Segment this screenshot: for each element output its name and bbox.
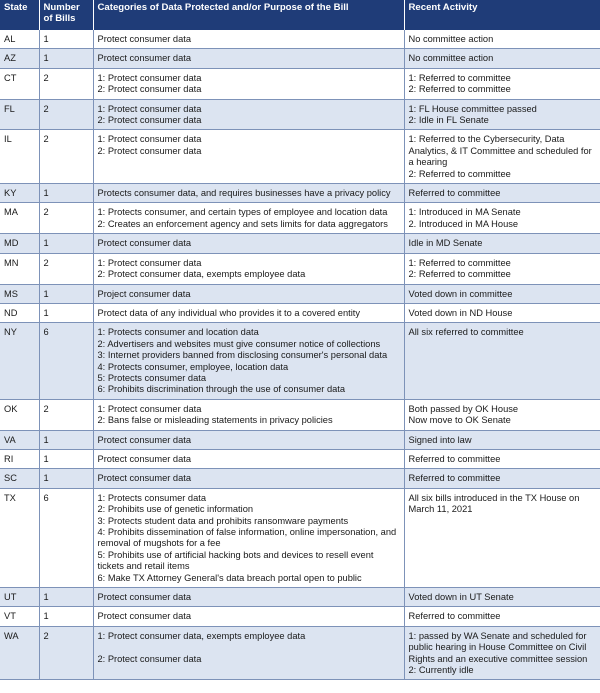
- activity-line: Referred to committee: [408, 453, 501, 464]
- cell-categories: [93, 284, 404, 303]
- category-line: Protects consumer data, and requires businesses have a privacy policy: [97, 188, 391, 199]
- cell-recent-activity: [404, 184, 600, 203]
- category-line: 5: Protects consumer data: [97, 372, 207, 383]
- category-line: 4: Protects consumer, employee, location data: [97, 361, 289, 372]
- table-row: [0, 588, 600, 607]
- category-line: Protect consumer data: [97, 611, 192, 622]
- cell-state: MN: [0, 253, 39, 284]
- activity-line: Signed into law: [408, 434, 472, 445]
- activity-line: All six referred to committee: [408, 327, 524, 338]
- table-row: [0, 203, 600, 234]
- cell-categories: [93, 488, 404, 587]
- cell-state: IL: [0, 130, 39, 184]
- activity-line: Voted down in ND House: [408, 307, 513, 318]
- cell-categories: [93, 607, 404, 626]
- header-recent-activity: Recent Activity: [404, 0, 600, 30]
- cell-categories: [93, 469, 404, 488]
- activity-line: No committee action: [408, 53, 494, 64]
- table-row: [0, 399, 600, 430]
- table-header-row: [0, 0, 600, 30]
- category-line: 2: Creates an enforcement agency and sets limits for data aggregators: [97, 218, 388, 229]
- cell-state: ND: [0, 303, 39, 322]
- category-line: 1: Protect consumer data, exempts employee data: [97, 630, 306, 641]
- cell-number-of-bills: 2: [39, 99, 93, 130]
- category-line: [98, 642, 400, 653]
- cell-state: AL: [0, 30, 39, 49]
- cell-number-of-bills: 1: [39, 284, 93, 303]
- cell-categories: [93, 449, 404, 468]
- category-line: Project consumer data: [97, 288, 191, 299]
- header-categories: Categories of Data Protected and/or Purpose of the Bill: [93, 0, 404, 30]
- table-row: [0, 49, 600, 68]
- category-line: Protect consumer data: [97, 53, 192, 64]
- cell-number-of-bills: 1: [39, 234, 93, 253]
- category-line: 2: Advertisers and websites must give consumer notice of collections: [97, 338, 381, 349]
- cell-number-of-bills: 1: [39, 607, 93, 626]
- cell-state: OK: [0, 399, 39, 430]
- cell-categories: [93, 49, 404, 68]
- table-row: [0, 430, 600, 449]
- cell-number-of-bills: 2: [39, 130, 93, 184]
- table-row: [0, 303, 600, 322]
- activity-line: 1: FL House committee passed: [408, 103, 537, 114]
- cell-recent-activity: [404, 323, 600, 399]
- table-row: [0, 130, 600, 184]
- cell-recent-activity: [404, 430, 600, 449]
- cell-number-of-bills: 1: [39, 430, 93, 449]
- activity-line: Idle in MD Senate: [408, 238, 483, 249]
- activity-line: 2: Referred to committee: [408, 84, 511, 95]
- category-line: Protect consumer data: [97, 473, 192, 484]
- cell-categories: [93, 626, 404, 680]
- table-row: [0, 488, 600, 587]
- cell-state: CT: [0, 68, 39, 99]
- cell-number-of-bills: 1: [39, 449, 93, 468]
- cell-recent-activity: [404, 253, 600, 284]
- category-line: 2: Protect consumer data: [97, 84, 202, 95]
- table-row: [0, 184, 600, 203]
- category-line: 3: Internet providers banned from disclosing consumer's personal data: [97, 350, 388, 361]
- table-row: [0, 68, 600, 99]
- category-line: 1: Protects consumer, and certain types of employee and location data: [97, 207, 388, 218]
- cell-state: MS: [0, 284, 39, 303]
- header-number-of-bills: Number of Bills: [39, 0, 93, 30]
- cell-recent-activity: [404, 449, 600, 468]
- cell-recent-activity: [404, 399, 600, 430]
- cell-categories: [93, 130, 404, 184]
- activity-line: 1: passed by WA Senate and scheduled for public hearing in House Committee on Civil Rights and an executive committee session: [408, 630, 588, 664]
- activity-line: Both passed by OK House: [408, 403, 519, 414]
- table-row: [0, 253, 600, 284]
- table-row: [0, 284, 600, 303]
- cell-categories: [93, 303, 404, 322]
- cell-number-of-bills: 6: [39, 488, 93, 587]
- cell-state: KY: [0, 184, 39, 203]
- activity-line: 2: Referred to committee: [408, 269, 511, 280]
- category-line: 1: Protect consumer data: [97, 134, 202, 145]
- table-row: [0, 607, 600, 626]
- cell-number-of-bills: 1: [39, 588, 93, 607]
- category-line: 1: Protect consumer data: [97, 403, 202, 414]
- header-state: State: [0, 0, 39, 30]
- table-row: [0, 234, 600, 253]
- category-line: 2: Protect consumer data: [97, 653, 202, 664]
- category-line: 2: Protect consumer data, exempts employee data: [97, 269, 306, 280]
- activity-line: Now move to OK Senate: [408, 415, 511, 426]
- cell-categories: [93, 203, 404, 234]
- activity-line: Referred to committee: [408, 188, 501, 199]
- cell-state: UT: [0, 588, 39, 607]
- category-line: Protect consumer data: [97, 238, 192, 249]
- cell-categories: [93, 588, 404, 607]
- table-row: [0, 449, 600, 468]
- cell-number-of-bills: 1: [39, 184, 93, 203]
- cell-state: WA: [0, 626, 39, 680]
- cell-recent-activity: [404, 203, 600, 234]
- activity-line: Voted down in UT Senate: [408, 592, 514, 603]
- category-line: 4: Prohibits dissemination of false information, online impersonation, and removal of mugshots for a fee: [97, 527, 397, 549]
- activity-line: 2: Currently idle: [408, 665, 474, 676]
- cell-categories: [93, 30, 404, 49]
- cell-categories: [93, 99, 404, 130]
- cell-categories: [93, 184, 404, 203]
- table-body: [0, 30, 600, 680]
- cell-recent-activity: [404, 68, 600, 99]
- activity-line: Voted down in committee: [408, 288, 513, 299]
- table-row: [0, 30, 600, 49]
- category-line: 5: Prohibits use of artificial hacking bots and devices to resell event tickets and retail items: [97, 549, 374, 572]
- category-line: Protect consumer data: [97, 34, 192, 44]
- cell-state: MD: [0, 234, 39, 253]
- cell-state: AZ: [0, 49, 39, 68]
- cell-number-of-bills: 2: [39, 626, 93, 680]
- category-line: Protect data of any individual who provides it to a covered entity: [97, 307, 361, 318]
- activity-line: 1: Referred to committee: [408, 257, 511, 268]
- cell-recent-activity: [404, 588, 600, 607]
- cell-recent-activity: [404, 469, 600, 488]
- activity-line: 1: Referred to committee: [408, 72, 511, 83]
- activity-line: No committee action: [408, 34, 494, 44]
- cell-state: RI: [0, 449, 39, 468]
- activity-line: 2: Idle in FL Senate: [408, 115, 489, 126]
- cell-number-of-bills: 1: [39, 49, 93, 68]
- cell-recent-activity: [404, 234, 600, 253]
- cell-state: TX: [0, 488, 39, 587]
- activity-line: 1: Referred to the Cybersecurity, Data Analytics, & IT Committee and scheduled for a hearing: [408, 134, 592, 168]
- category-line: 1: Protects consumer data: [97, 492, 207, 503]
- cell-categories: [93, 253, 404, 284]
- cell-number-of-bills: 6: [39, 323, 93, 399]
- category-line: 1: Protects consumer and location data: [97, 327, 259, 338]
- cell-number-of-bills: 2: [39, 68, 93, 99]
- category-line: 1: Protect consumer data: [97, 257, 202, 268]
- cell-state: MA: [0, 203, 39, 234]
- category-line: 6: Prohibits discrimination through the use of consumer data: [97, 384, 346, 395]
- activity-line: 1: Introduced in MA Senate: [408, 207, 521, 218]
- activity-line: 2. Introduced in MA House: [408, 218, 519, 229]
- cell-state: VA: [0, 430, 39, 449]
- category-line: Protect consumer data: [97, 592, 192, 603]
- cell-number-of-bills: 1: [39, 30, 93, 49]
- cell-categories: [93, 323, 404, 399]
- activity-line: Referred to committee: [408, 611, 501, 622]
- cell-categories: [93, 430, 404, 449]
- cell-recent-activity: [404, 130, 600, 184]
- cell-number-of-bills: 1: [39, 303, 93, 322]
- category-line: 2: Bans false or misleading statements in privacy policies: [97, 415, 333, 426]
- cell-number-of-bills: 2: [39, 253, 93, 284]
- category-line: Protect consumer data: [97, 453, 192, 464]
- category-line: 3: Protects student data and prohibits ransomware payments: [97, 515, 349, 526]
- cell-recent-activity: [404, 607, 600, 626]
- cell-categories: [93, 399, 404, 430]
- cell-state: SC: [0, 469, 39, 488]
- activity-line: All six bills introduced in the TX House on March 11, 2021: [408, 492, 580, 515]
- activity-line: 2: Referred to committee: [408, 168, 511, 179]
- cell-recent-activity: [404, 303, 600, 322]
- table-row: [0, 626, 600, 680]
- cell-recent-activity: [404, 488, 600, 587]
- category-line: Protect consumer data: [97, 434, 192, 445]
- cell-recent-activity: [404, 99, 600, 130]
- table-row: [0, 99, 600, 130]
- category-line: 2: Protect consumer data: [97, 145, 202, 156]
- category-line: 1: Protect consumer data: [97, 72, 202, 83]
- cell-number-of-bills: 2: [39, 399, 93, 430]
- table-row: [0, 469, 600, 488]
- cell-recent-activity: [404, 30, 600, 49]
- cell-state: VT: [0, 607, 39, 626]
- cell-recent-activity: [404, 626, 600, 680]
- cell-number-of-bills: 1: [39, 469, 93, 488]
- cell-state: NY: [0, 323, 39, 399]
- category-line: 2: Protect consumer data: [97, 115, 202, 126]
- cell-recent-activity: [404, 284, 600, 303]
- cell-number-of-bills: 2: [39, 203, 93, 234]
- table-row: [0, 323, 600, 399]
- category-line: 6: Make TX Attorney General's data breach portal open to public: [97, 572, 362, 583]
- category-line: 1: Protect consumer data: [97, 103, 202, 114]
- category-line: 2: Prohibits use of genetic information: [97, 504, 254, 515]
- cell-categories: [93, 68, 404, 99]
- cell-state: FL: [0, 99, 39, 130]
- cell-categories: [93, 234, 404, 253]
- cell-recent-activity: [404, 49, 600, 68]
- activity-line: Referred to committee: [408, 473, 501, 484]
